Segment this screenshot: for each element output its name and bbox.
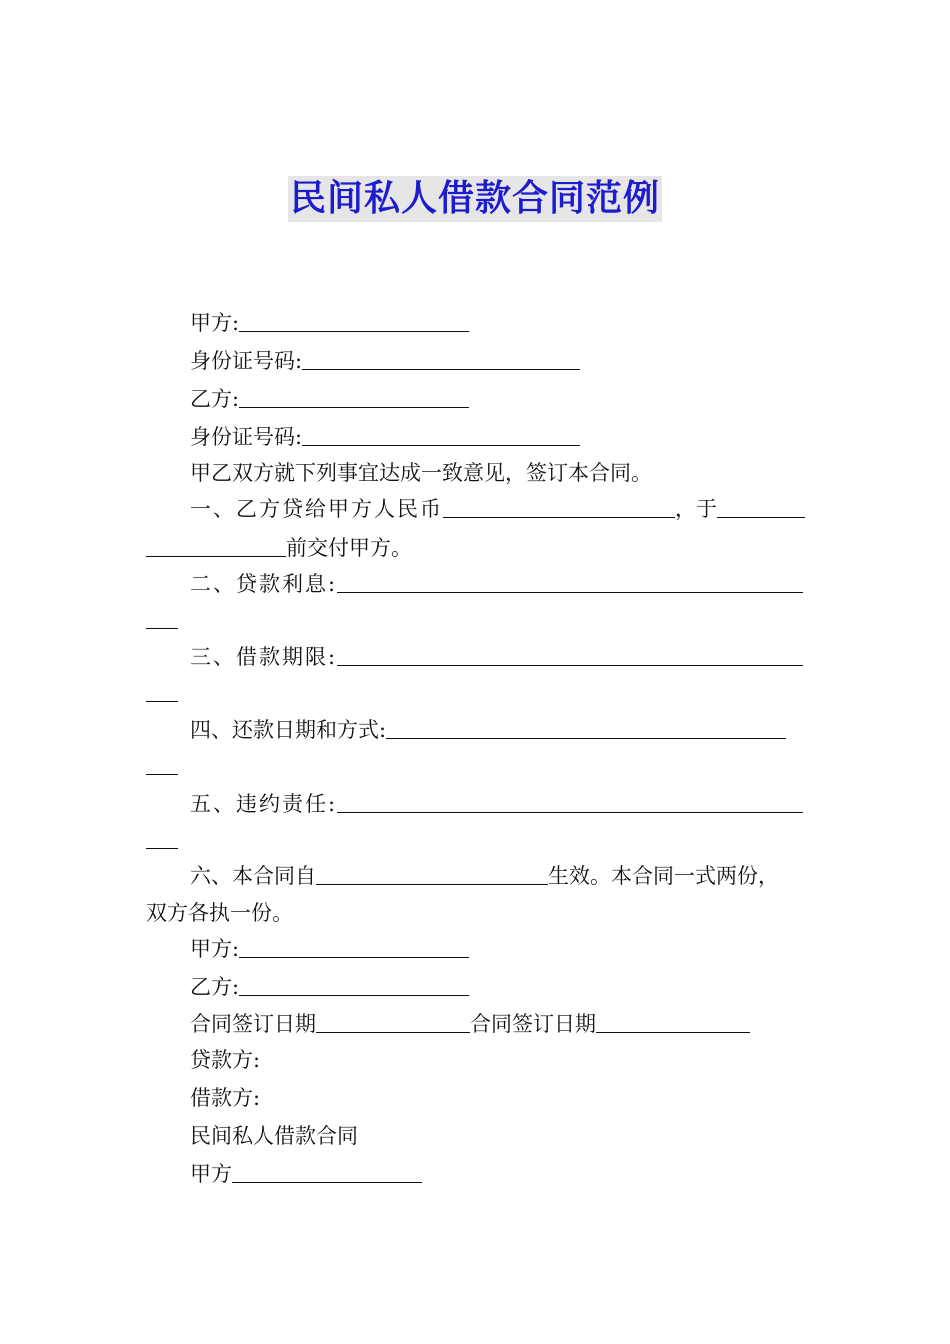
lender-label: 贷款方:: [190, 1048, 261, 1072]
clause-5-blank: [337, 792, 803, 813]
party-a2-label: 甲方: [190, 1162, 232, 1186]
clause-3-line: [190, 643, 803, 670]
id-b-label: 身份证号码:: [190, 425, 303, 449]
sign-date-2-blank: [596, 1012, 750, 1033]
title-container: [0, 176, 950, 222]
clause-1-date-blank: [717, 497, 805, 518]
id-b-blank: [302, 425, 580, 446]
clause-2-blank-cont: [146, 608, 178, 629]
clause-6-blank: [316, 864, 548, 885]
clause-1-label: 一、乙方贷给甲方人民币: [190, 497, 443, 521]
intro-text: 甲乙双方就下列事宜达成一致意见，签订本合同。: [190, 461, 652, 485]
clause-4-blank: [386, 718, 786, 739]
clause-4-blank-cont: [146, 754, 178, 775]
clause-4-cont: [146, 752, 178, 779]
clause-3-cont: [146, 679, 178, 706]
party-a2-blank: [232, 1162, 422, 1183]
sign-a-blank: [239, 937, 469, 958]
sign-b-blank: [239, 975, 469, 996]
clause-2-label: 二、贷款利息:: [190, 572, 338, 596]
clause-2-cont: [146, 606, 178, 633]
clause-5-blank-cont: [146, 828, 178, 849]
party-b-line: [190, 385, 469, 412]
party-a-label: 甲方:: [190, 311, 240, 335]
party-b-blank: [239, 387, 469, 408]
clause-1-yu: ，于: [675, 497, 717, 521]
party-a-blank: [239, 311, 469, 332]
party-a2-line: [190, 1160, 422, 1187]
sign-b-label: 乙方:: [190, 975, 240, 999]
document-title: 民间私人借款合同范例: [288, 176, 662, 222]
borrower-label: 借款方:: [190, 1086, 261, 1110]
clause-4-line: [190, 716, 786, 743]
clause-1-date-blank-cont: [146, 536, 286, 557]
sign-date-1-blank: [316, 1012, 470, 1033]
sign-date-2-label: 合同签订日期: [470, 1012, 596, 1036]
id-a-blank: [302, 349, 580, 370]
clause-6-tail: 生效。本合同一式两份，: [548, 864, 779, 888]
clause-4-label: 四、还款日期和方式:: [190, 718, 387, 742]
id-a-label: 身份证号码:: [190, 349, 303, 373]
clause-2-blank: [337, 572, 803, 593]
clause-3-label: 三、借款期限:: [190, 645, 338, 669]
clause-1-amount-blank: [443, 497, 675, 518]
sign-a-line: [190, 935, 469, 962]
clause-6-line: [190, 862, 779, 889]
party-a-line: [190, 309, 469, 336]
party-b-label: 乙方:: [190, 387, 240, 411]
sign-date-1-label: 合同签订日期: [190, 1012, 316, 1036]
clause-1-cont: [146, 534, 412, 561]
clause-2-line: [190, 570, 803, 597]
sign-date-line: [190, 1010, 750, 1037]
clause-3-blank: [337, 645, 803, 666]
sign-a-label: 甲方:: [190, 937, 240, 961]
id-a-line: [190, 347, 580, 374]
clause-1-line: [190, 495, 805, 522]
clause-5-line: [190, 790, 803, 817]
sign-b-line: [190, 973, 469, 1000]
clause-5-cont: [146, 826, 178, 853]
id-b-line: [190, 423, 580, 450]
clause-6-label: 六、本合同自: [190, 864, 316, 888]
clause-5-label: 五、违约责任:: [190, 792, 338, 816]
clause-1-tail: 前交付甲方。: [286, 536, 412, 560]
contract-subtitle: 民间私人借款合同: [190, 1124, 358, 1148]
clause-3-blank-cont: [146, 681, 178, 702]
clause-6-cont: 双方各执一份。: [146, 901, 293, 925]
